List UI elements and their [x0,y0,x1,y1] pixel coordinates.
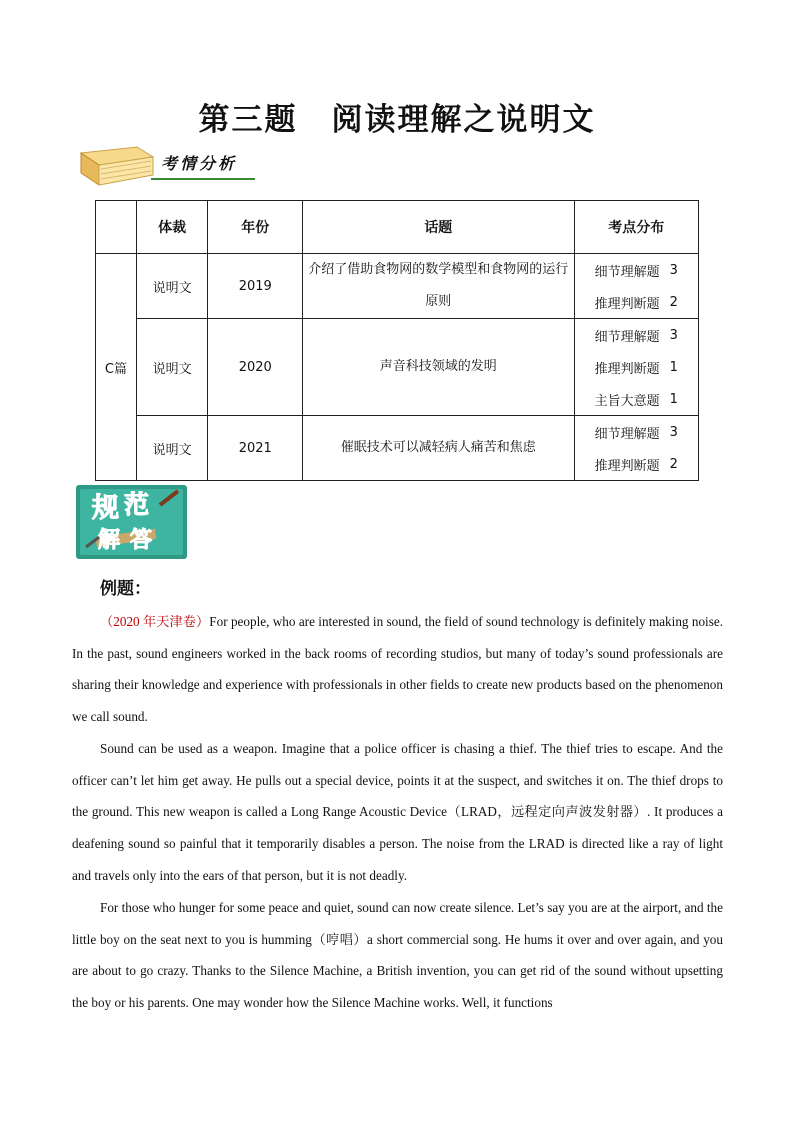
logo-graphic [76,485,187,559]
logo-char: 范 [124,490,150,519]
column-header: 考点分布 [574,201,698,254]
topic-cell: 催眠技术可以减轻病人痛苦和焦虑 [303,416,574,481]
page-title: 第三题 阅读理解之说明文 [198,102,596,138]
section-banner-analysis [77,143,257,189]
points-cell [574,416,698,481]
table-row [96,319,699,416]
points-cell [574,319,698,416]
table-row [96,254,699,319]
point-item: 主旨大意题 1 [594,391,678,409]
passage-paragraph: （2020 年天津卷）For people, who are interested in sound, the field of sound technology is definitely making noise. In the past, sound engineers worked in the back rooms of recording studios, but many of today’s sound professionals are sharing their knowledge and experience with professionals in other fields to create new products based on the phenomenon we call sound. [72,614,723,725]
points-cell [574,254,698,319]
point-item: 推理判断题 1 [594,359,678,377]
table-header-row [96,201,699,254]
point-item: 推理判断题 2 [594,456,678,474]
standard-answer-logo [76,485,187,559]
year-cell: 2020 [208,319,303,416]
genre-cell: 说明文 [136,416,208,481]
genre-cell: 说明文 [136,319,208,416]
year-cell: 2021 [208,416,303,481]
book-icon [77,143,157,189]
column-header: 体裁 [136,201,208,254]
group-label: C篇 [96,254,137,481]
logo-char: 答 [130,528,153,553]
genre-cell: 说明文 [136,254,208,319]
column-header: 话题 [303,201,574,254]
exam-analysis-table [95,200,699,481]
divider [151,178,255,180]
logo-char: 规 [92,493,119,524]
logo-char: 解 [98,528,121,553]
example-heading: 例题： [100,579,151,599]
topic-cell: 介绍了借助食物网的数学模型和食物网的运行原则 [303,254,574,319]
point-item: 细节理解题 3 [594,262,678,280]
section-label: 考情分析 [161,154,238,173]
point-item: 推理判断题 2 [594,294,678,312]
source-label: （2020 年天津卷） [100,614,210,629]
topic-cell: 声音科技领域的发明 [303,319,574,416]
passage-paragraph: For those who hunger for some peace and quiet, sound can now create silence. Let’s say you are at the airport, and the little boy on the seat next to you is humming（哼唱）a short commercial song. He hums it over and over again, and you are about to go crazy. Thanks to the Silence Machine, a British invention, you can get rid of the sound without upsetting the boy or his parents. One may wonder how the Silence Machine works. Well, it functions [72,900,723,1011]
point-item: 细节理解题 3 [594,327,678,345]
year-cell: 2019 [208,254,303,319]
point-item: 细节理解题 3 [594,424,678,442]
table-row [96,416,699,481]
passage-paragraph: Sound can be used as a weapon. Imagine that a police officer is chasing a thief. The thief tries to escape. And the officer can’t let him get away. He pulls out a special device, points it at the suspect, and switches it on. The thief drops to the ground. This new weapon is called a Long Range Acoustic Device（LRAD，远程定向声波发射器）. It produces a deafening sound so painful that it temporarily disables a person. The noise from the LRAD is directed like a ray of light and travels only into the ears of that person, but it is not deadly. [72,741,723,883]
column-header: 年份 [208,201,303,254]
